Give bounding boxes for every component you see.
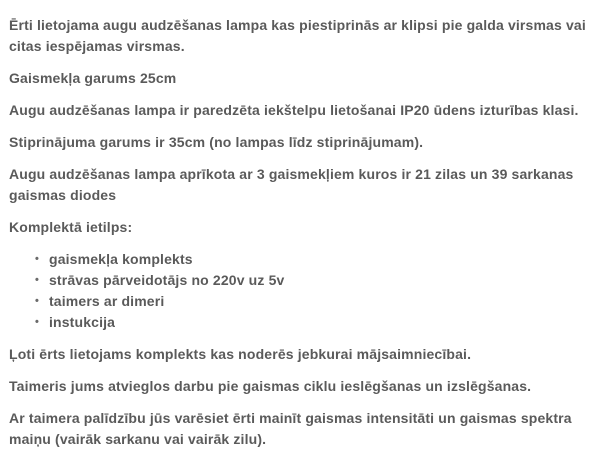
list-item-label: strāvas pārveidotājs no 220v uz 5v <box>49 272 285 288</box>
list-item <box>35 249 607 270</box>
bullet-icon: • <box>35 295 40 307</box>
paragraph-led-count: Augu audzēšanas lampa aprīkota ar 3 gaismekļiem kuros ir 21 zilas un 39 sarkanas gaismas diodes <box>9 166 574 203</box>
list-item <box>35 270 607 291</box>
bullet-icon: • <box>35 274 40 286</box>
list-item-label: gaismekļa komplekts <box>49 251 193 267</box>
paragraph-household: Ļoti ērts lietojams komplekts kas noderēs jebkurai mājsaimniecībai. <box>9 346 472 362</box>
bullet-icon: • <box>35 253 40 265</box>
paragraph-timer-spectrum: Ar taimera palīdzību jūs varēsiet ērti mainīt gaismas intensitāti un gaismas spektra maiņu (vairāk sarkanu vai vairāk zilu). <box>9 410 572 447</box>
paragraph-mount-length: Stiprinājuma garums ir 35cm (no lampas līdz stiprinājumam). <box>9 134 424 150</box>
paragraph-intro: Ērti lietojama augu audzēšanas lampa kas piestiprinās ar klipsi pie galda virsmas vai citas iespējamas virsmas. <box>9 17 586 54</box>
bullet-icon: • <box>35 316 40 328</box>
paragraph-timer: Taimeris jums atvieglos darbu pie gaismas ciklu ieslēgšanas un izslēgšanas. <box>9 378 532 394</box>
paragraph-kit-heading: Komplektā ietilps: <box>9 219 133 235</box>
list-item-label: instukcija <box>49 314 116 330</box>
paragraph-lamp-length: Gaismekļa garums 25cm <box>9 70 177 86</box>
list-item <box>35 312 607 333</box>
paragraph-ip-rating: Augu audzēšanas lampa ir paredzēta iekštelpu lietošanai IP20 ūdens izturības klasi. <box>9 102 579 118</box>
kit-items-list <box>9 249 607 333</box>
list-item-label: taimers ar dimeri <box>49 293 165 309</box>
list-item <box>35 291 607 312</box>
